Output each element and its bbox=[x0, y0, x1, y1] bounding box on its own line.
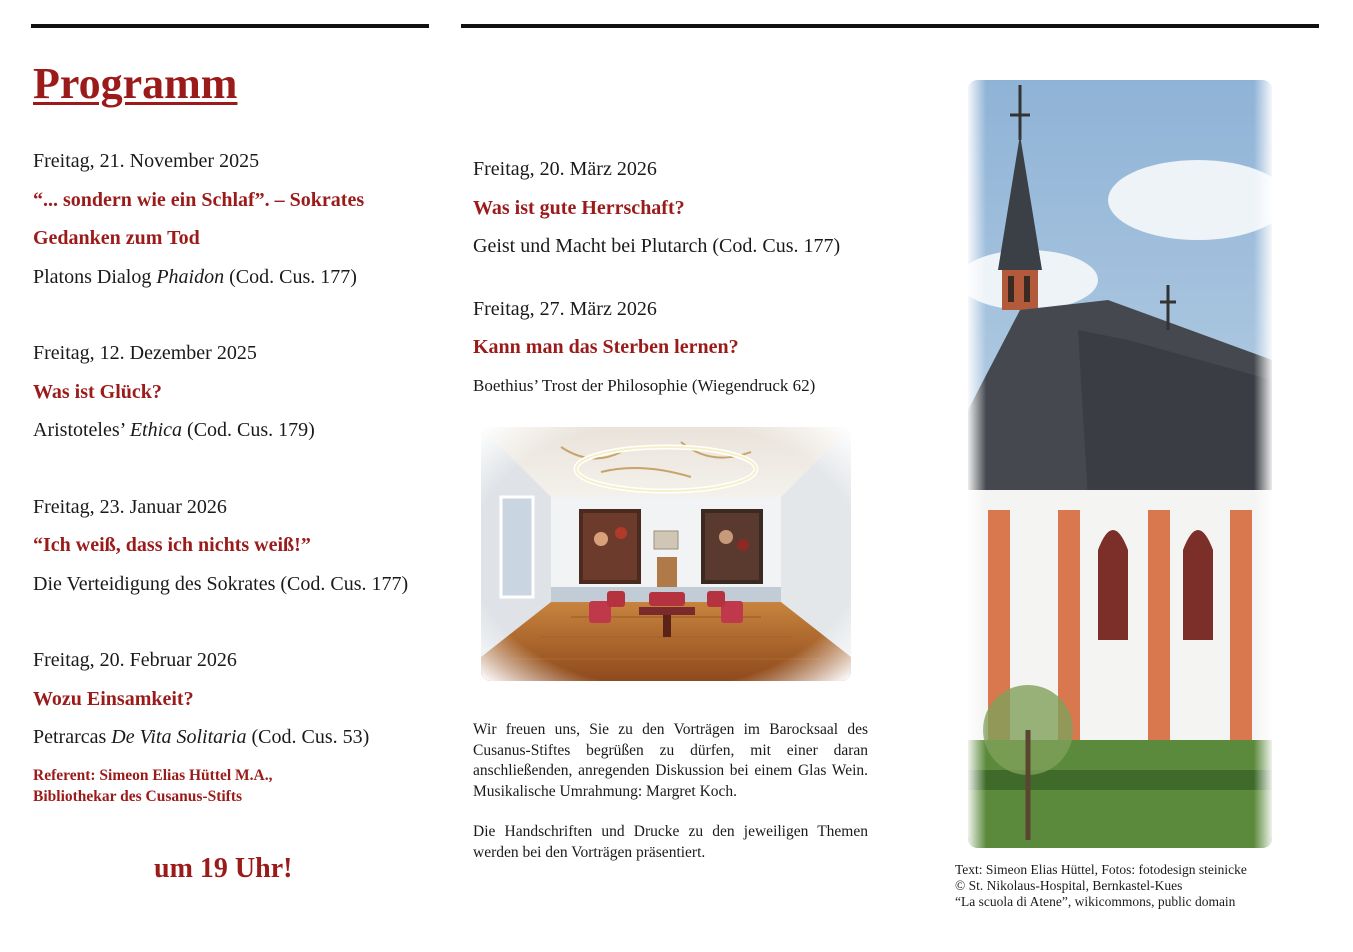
event-6 bbox=[473, 290, 873, 406]
event-source: Geist und Macht bei Plutarch (Cod. Cus. 177) bbox=[473, 235, 841, 257]
event-date: Freitag, 21. November 2025 bbox=[33, 150, 260, 172]
event-4 bbox=[33, 641, 453, 757]
event-3 bbox=[33, 488, 453, 604]
event-date: Freitag, 27. März 2026 bbox=[473, 297, 657, 320]
event-title: Gedanken zum Tod bbox=[33, 227, 200, 249]
barocksaal-photo bbox=[481, 427, 851, 681]
start-time: um 19 Uhr! bbox=[154, 852, 293, 884]
event-source: Die Verteidigung des Sokrates (Cod. Cus. 177) bbox=[33, 572, 409, 595]
event-source: Aristoteles’ Ethica (Cod. Cus. 179) bbox=[33, 419, 315, 441]
event-date: Freitag, 20. Februar 2026 bbox=[33, 649, 237, 671]
top-rule-left bbox=[31, 24, 429, 28]
program-column-middle bbox=[473, 150, 873, 405]
event-source: Petrarcas De Vita Solitaria (Cod. Cus. 53) bbox=[33, 726, 370, 748]
event-date: Freitag, 20. März 2026 bbox=[473, 158, 657, 180]
event-title: Wozu Einsamkeit? bbox=[33, 687, 194, 710]
top-rule-right bbox=[461, 24, 1319, 28]
event-title: “... sondern wie ein Schlaf”. – Sokrates bbox=[33, 188, 365, 211]
event-source: Platons Dialog Phaidon (Cod. Cus. 177) bbox=[33, 265, 357, 288]
intro-text bbox=[473, 720, 868, 883]
event-date: Freitag, 12. Dezember 2025 bbox=[33, 342, 257, 364]
page-title: Programm bbox=[33, 59, 238, 108]
event-title: Was ist gute Herrschaft? bbox=[473, 196, 685, 219]
event-title: “Ich weiß, dass ich nichts weiß!” bbox=[33, 534, 311, 556]
church-photo bbox=[968, 80, 1272, 848]
program-column-left bbox=[33, 55, 453, 885]
event-5 bbox=[473, 150, 873, 266]
event-source: Boethius’ Trost der Philosophie (Wiegendruck 62) bbox=[473, 375, 816, 395]
intro-paragraph: Wir freuen uns, Sie zu den Vorträgen im Barocksaal des Cusanus-Stiftes begrüßen zu dürfen, mit einer daran anschließenden, anregenden Diskussion bei einem Glas Wein. Musikalische Umrahmung: Margret Koch. bbox=[473, 721, 868, 800]
referent-note: Referent: Simeon Elias Hüttel M.A., Bibliothekar des Cusanus-Stifts bbox=[33, 766, 273, 805]
intro-paragraph: Die Handschriften und Drucke zu den jeweiligen Themen werden bei den Vorträgen präsentiert. bbox=[473, 823, 868, 861]
event-title: Was ist Glück? bbox=[33, 380, 162, 403]
event-title: Kann man das Sterben lernen? bbox=[473, 336, 739, 358]
photo-credits: Text: Simeon Elias Hüttel, Fotos: fotodesign steinicke © St. Nikolaus-Hospital, Bernkastel-Kues “La scuola di Atene”, wikicommons, public domain bbox=[955, 862, 1247, 909]
event-2 bbox=[33, 334, 453, 450]
event-date: Freitag, 23. Januar 2026 bbox=[33, 495, 227, 518]
event-1 bbox=[33, 142, 453, 296]
